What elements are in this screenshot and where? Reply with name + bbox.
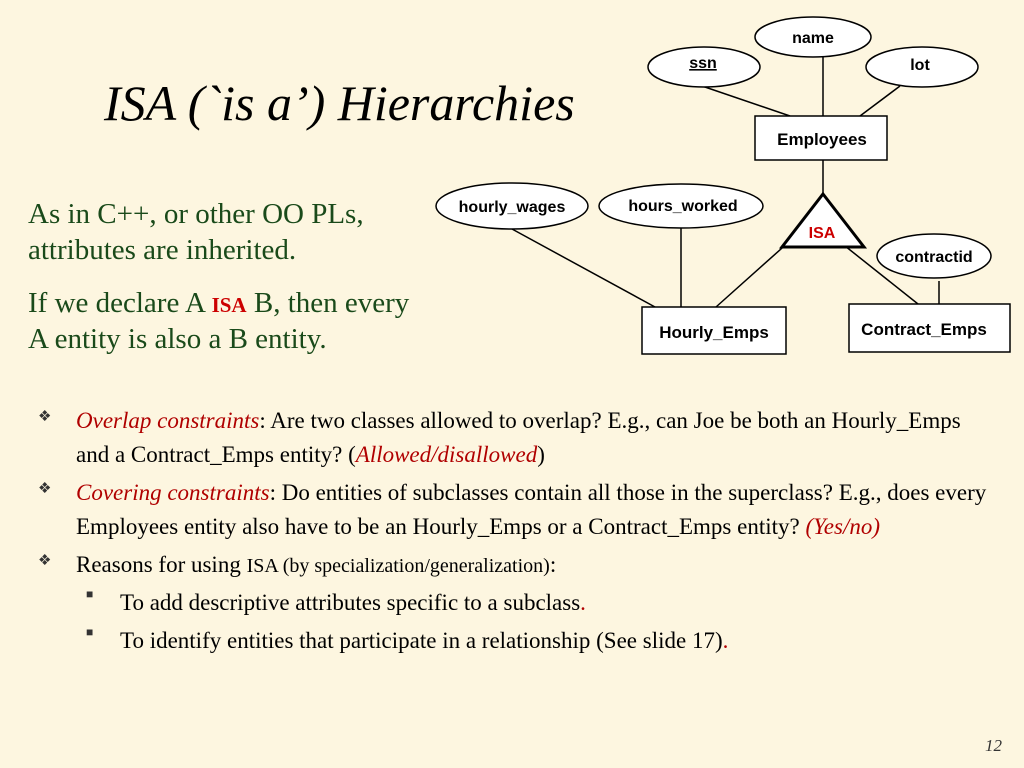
attr-hourly-wages-label: hourly_wages <box>458 199 566 216</box>
diamond-bullet-icon: ❖ <box>38 553 52 570</box>
attr-lot-label: lot <box>910 57 930 74</box>
reasons-isa-note: ISA (by specialization/generalization) <box>246 555 550 578</box>
entity-contract-emps-label: Contract_Emps <box>861 320 987 339</box>
reasons-prefix: Reasons for using <box>76 552 247 578</box>
covering-label: Covering constraints <box>76 480 270 506</box>
entity-hourly-emps-label: Hourly_Emps <box>659 323 769 342</box>
diagram-lines <box>512 56 939 307</box>
intro-line-1: As in C++, or other OO PLs, <box>28 198 364 230</box>
page-number: 12 <box>985 736 1002 755</box>
covering-answer: (Yes/no) <box>805 514 881 540</box>
subbullet-relationship-text: To identify entities that participate in a relationship (See slide 17) <box>120 628 723 654</box>
bullet-overlap <box>34 404 994 472</box>
isa-keyword: ISA <box>211 293 247 317</box>
declare-suffix: B, then every <box>246 287 410 319</box>
line-hourly-wages <box>512 229 655 307</box>
isa-triangle-label: ISA <box>808 225 836 242</box>
square-bullet-icon: ■ <box>86 587 94 602</box>
subbullet-attributes-period: . <box>580 590 586 616</box>
covering-text: : Do entities of subclasses contain all those in the superclass? E.g., does every Employees entity also have to be an Hourly_Emps or a Contract_Emps entity? <box>76 480 987 540</box>
line-ssn <box>702 86 790 116</box>
square-bullet-icon: ■ <box>86 625 94 640</box>
diamond-bullet-icon: ❖ <box>38 481 52 498</box>
line-lot <box>860 86 900 116</box>
bullet-reasons <box>34 548 994 582</box>
bullet-list <box>34 404 994 662</box>
entity-employees-label: Employees <box>777 130 867 149</box>
overlap-text: : Are two classes allowed to overlap? E.g., can Joe be both an Hourly_Emps and a Contract_Emps entity? ( <box>76 408 961 468</box>
overlap-label: Overlap constraints <box>76 408 260 433</box>
bullet-covering <box>34 476 994 544</box>
reasons-colon: : <box>549 552 557 578</box>
attr-hours-worked-label: hours_worked <box>628 198 738 215</box>
attr-name-label: name <box>792 30 834 47</box>
intro-line-2: attributes are inherited. <box>28 234 297 267</box>
attr-ssn-label: ssn <box>689 55 717 72</box>
attr-contractid-label: contractid <box>895 249 973 266</box>
intro-declare-line-2: A entity is also a B entity. <box>28 323 327 356</box>
slide-title: ISA (`is a’) Hierarchies <box>104 75 575 131</box>
overlap-close: ) <box>537 442 545 468</box>
subbullet-relationship <box>34 624 994 658</box>
overlap-answer: Allowed/disallowed <box>355 442 538 468</box>
diamond-bullet-icon: ❖ <box>38 409 52 425</box>
subbullet-attributes <box>34 586 994 620</box>
subbullet-attributes-text: To add descriptive attributes specific to a subclass <box>120 590 581 616</box>
subbullet-relationship-period: . <box>722 628 729 654</box>
declare-prefix: If we declare A <box>28 287 212 319</box>
